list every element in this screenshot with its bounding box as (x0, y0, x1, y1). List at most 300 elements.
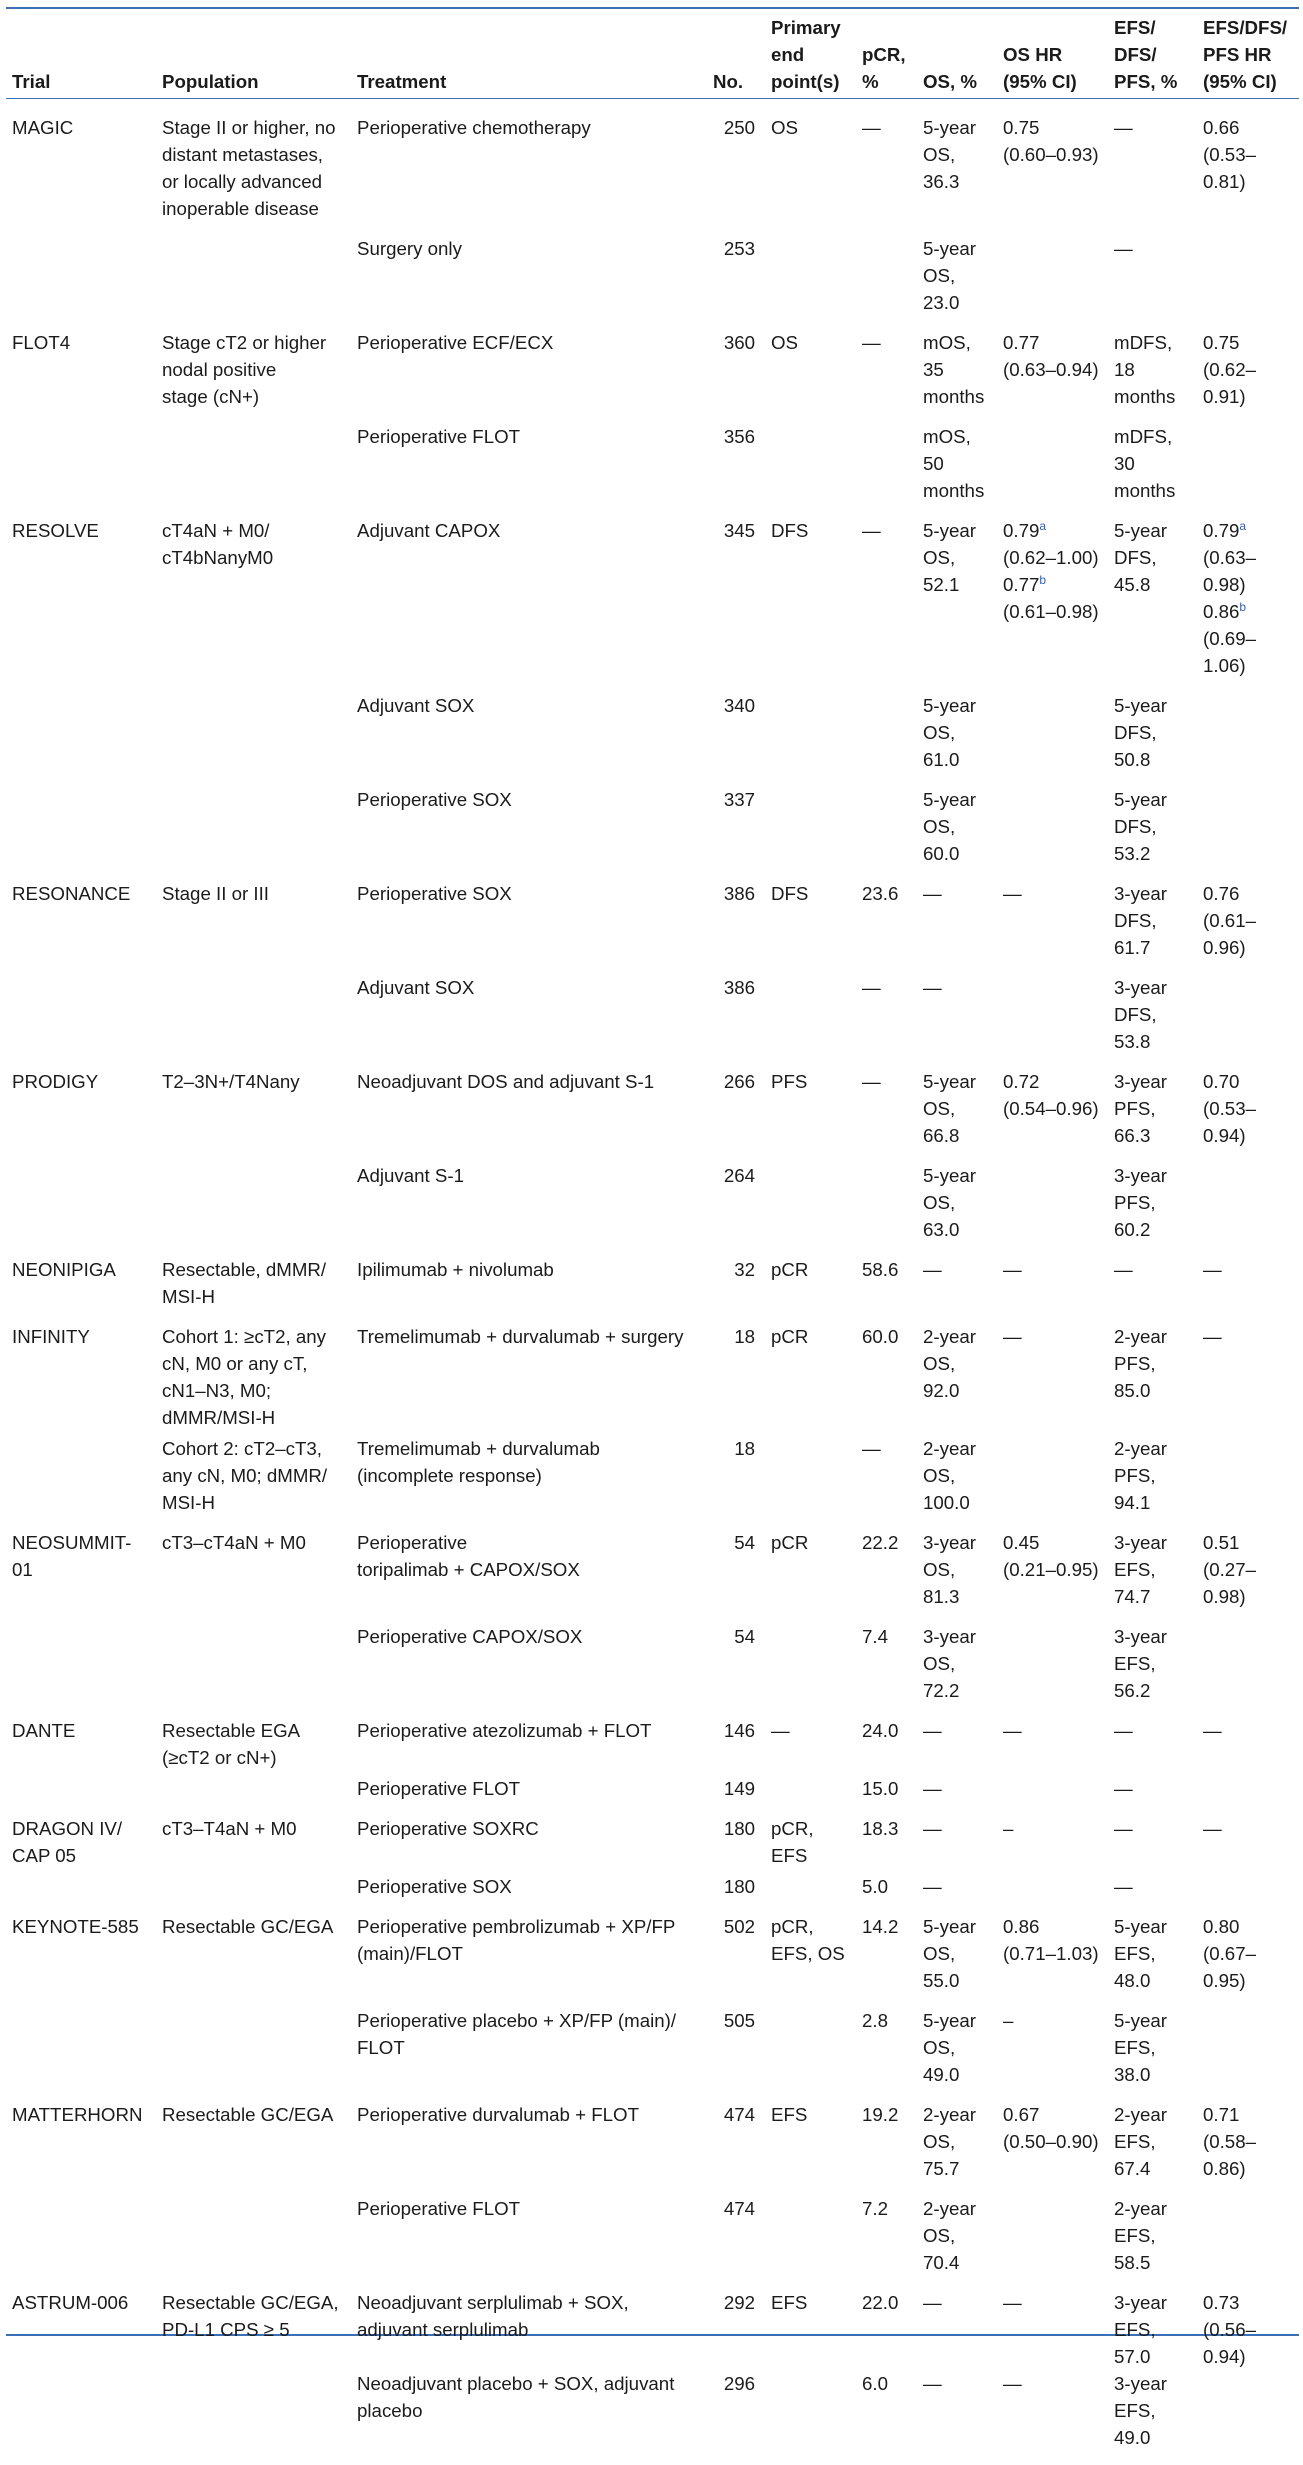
cell-pcr: 6.0 (862, 2373, 888, 2394)
cell-number: 54 (734, 1626, 755, 1647)
cell-pcr: 23.6 (862, 883, 899, 904)
cell-population: Resectable EGA (≥cT2 or cN+) (162, 1720, 301, 1768)
cell-os: — (923, 883, 942, 904)
trials-table (6, 10, 1299, 2465)
cell-treatment: Neoadjuvant DOS and adjuvant S-1 (357, 1071, 655, 1092)
cell-number: 149 (723, 1778, 755, 1799)
cell-primary-endpoint: DFS (771, 883, 809, 904)
cell-os-hr (997, 679, 1108, 773)
cell-pcr: 58.6 (862, 1259, 899, 1280)
cell-pcr: 15.0 (862, 1778, 899, 1799)
cell-primary-endpoint: EFS (771, 2104, 808, 2125)
cell-efs-hr (1197, 1149, 1299, 1243)
cell-efs-hr: 0.66 (0.53–0.81) (1203, 117, 1256, 192)
cell-number: 360 (723, 332, 755, 353)
cell-population: Resectable GC/EGA (162, 2104, 334, 2125)
cell-os: 5-year OS, 60.0 (923, 789, 976, 864)
cell-treatment: Perioperative durvalumab + FLOT (357, 2104, 640, 2125)
cell-treatment: Perioperative SOXRC (357, 1818, 539, 1839)
cell-os-hr: — (1003, 2373, 1022, 2394)
cell-pcr: 24.0 (862, 1720, 899, 1741)
cell-efs: 2-year EFS, 67.4 (1114, 2104, 1167, 2179)
cell-efs: — (1114, 1778, 1133, 1799)
cell-os-hr (997, 1149, 1108, 1243)
cell-number: 292 (723, 2292, 755, 2313)
cell-pcr: — (862, 977, 881, 998)
header-efs-hr: EFS/DFS/ PFS HR (95% CI) (1203, 17, 1288, 92)
cell-os: 5-year OS, 49.0 (923, 2010, 976, 2085)
cell-primary-endpoint (765, 2370, 856, 2465)
cell-primary-endpoint (765, 410, 856, 504)
cell-population: Resectable, dMMR/ MSI-H (162, 1259, 327, 1307)
cell-treatment: Perioperative FLOT (357, 1778, 521, 1799)
cell-trial: INFINITY (12, 1326, 90, 1347)
cell-number: 502 (723, 1916, 755, 1937)
cell-number: 296 (723, 2373, 755, 2394)
cell-number: 253 (723, 238, 755, 259)
cell-pcr: — (862, 520, 881, 541)
cell-efs: 5-year EFS, 38.0 (1114, 2010, 1167, 2085)
cell-number: 32 (734, 1259, 755, 1280)
cell-population: cT3–cT4aN + M0 (162, 1532, 306, 1553)
table-row (6, 2088, 1299, 2182)
cell-population: Stage II or higher, no distant metastases, or locally advanced inoperable disease (162, 117, 336, 219)
cell-efs: — (1114, 117, 1133, 138)
cell-os-hr (997, 773, 1108, 867)
cell-pcr (856, 679, 917, 773)
table-row (6, 2182, 1299, 2276)
cell-os: 2-year OS, 75.7 (923, 2104, 976, 2179)
header-os-hr: OS HR (95% CI) (1003, 44, 1077, 92)
cell-trial (6, 961, 156, 1055)
table-row (6, 1869, 1299, 1900)
cell-efs: 3-year EFS, 49.0 (1114, 2373, 1167, 2448)
cell-os: 5-year OS, 36.3 (923, 117, 976, 192)
cell-pcr: — (862, 332, 881, 353)
cell-efs-hr: — (1203, 1259, 1222, 1280)
cell-primary-endpoint (765, 961, 856, 1055)
cell-population: cT4aN + M0/ cT4bNanyM0 (162, 520, 274, 568)
cell-efs: 5-year DFS, 53.2 (1114, 789, 1167, 864)
cell-population (156, 222, 351, 316)
cell-os-hr: – (1003, 2010, 1014, 2031)
cell-os: 5-year OS, 55.0 (923, 1916, 976, 1991)
cell-treatment: Perioperative FLOT (357, 2198, 521, 2219)
cell-primary-endpoint: pCR (771, 1532, 809, 1553)
cell-os: 5-year OS, 23.0 (923, 238, 976, 313)
cell-primary-endpoint (765, 1610, 856, 1704)
table-row (6, 1900, 1299, 1994)
cell-os: — (923, 2292, 942, 2313)
table-row (6, 1704, 1299, 1771)
cell-efs-hr (1197, 1771, 1299, 1802)
footnote-a-marker: a (1039, 518, 1047, 533)
cell-population: Stage cT2 or higher nodal positive stage (cN+) (162, 332, 327, 407)
cell-efs-hr (1197, 2182, 1299, 2276)
cell-efs-hr (1197, 1869, 1299, 1900)
cell-number: 386 (723, 977, 755, 998)
cell-os: 5-year OS, 66.8 (923, 1071, 976, 1146)
cell-efs-hr: 0.71 (0.58–0.86) (1203, 2104, 1256, 2179)
cell-efs: — (1114, 238, 1133, 259)
cell-os: mOS, 35 months (923, 332, 985, 407)
cell-os-hr (997, 1869, 1108, 1900)
cell-efs-hr (1197, 1610, 1299, 1704)
header-pcr: pCR, % (862, 44, 906, 92)
cell-efs: 2-year PFS, 85.0 (1114, 1326, 1167, 1401)
cell-efs-hr (1197, 1994, 1299, 2088)
cell-os: 5-year OS, 63.0 (923, 1165, 976, 1240)
cell-number: 180 (723, 1876, 755, 1897)
cell-os-hr: 0.77 (0.63–0.94) (1003, 332, 1099, 380)
cell-primary-endpoint: OS (771, 117, 799, 138)
cell-primary-endpoint (765, 222, 856, 316)
cell-efs: 3-year EFS, 56.2 (1114, 1626, 1167, 1701)
cell-number: 474 (723, 2198, 755, 2219)
cell-population (156, 2182, 351, 2276)
cell-efs: 5-year EFS, 48.0 (1114, 1916, 1167, 1991)
hr-value-b: 0.77$^b$ (1003, 572, 1047, 595)
cell-primary-endpoint (765, 1149, 856, 1243)
cell-number: 18 (734, 1438, 755, 1459)
cell-number: 146 (723, 1720, 755, 1741)
cell-trial (6, 679, 156, 773)
cell-treatment: Perioperative ECF/ECX (357, 332, 554, 353)
cell-number: 264 (723, 1165, 755, 1186)
cell-treatment: Perioperative placebo + XP/FP (main)/ FLOT (357, 2010, 677, 2058)
cell-os: 5-year OS, 52.1 (923, 520, 976, 595)
cell-os: — (923, 1778, 942, 1799)
cell-os-hr (997, 410, 1108, 504)
cell-population (156, 1610, 351, 1704)
table-row (6, 773, 1299, 867)
cell-pcr: 22.2 (862, 1532, 899, 1553)
cell-efs: 3-year DFS, 61.7 (1114, 883, 1167, 958)
table-row (6, 104, 1299, 222)
cell-treatment: Perioperative SOX (357, 1876, 512, 1897)
table-header-row (6, 10, 1299, 104)
cell-os-hr: 0.75 (0.60–0.93) (1003, 117, 1099, 165)
cell-number: 356 (723, 426, 755, 447)
cell-efs: 5-year DFS, 45.8 (1114, 520, 1167, 595)
cell-efs-hr (1197, 222, 1299, 316)
cell-efs-hr: — (1203, 1326, 1222, 1347)
cell-efs: 5-year DFS, 50.8 (1114, 695, 1167, 770)
cell-pcr: — (862, 1071, 881, 1092)
cell-efs-hr (1197, 773, 1299, 867)
cell-trial: NEONIPIGA (12, 1259, 116, 1280)
cell-trial: MATTERHORN (12, 2104, 143, 2125)
cell-trial: RESONANCE (12, 883, 131, 904)
cell-primary-endpoint: EFS (771, 2292, 808, 2313)
cell-population: cT3–T4aN + M0 (162, 1818, 297, 1839)
cell-population (156, 1149, 351, 1243)
cell-efs-hr: 0.70 (0.53–0.94) (1203, 1071, 1256, 1146)
cell-os: 5-year OS, 61.0 (923, 695, 976, 770)
header-number: No. (713, 71, 744, 92)
cell-primary-endpoint: pCR, EFS (771, 1818, 814, 1866)
hr-value-b: 0.86$^b$ (1203, 599, 1247, 622)
cell-population (156, 679, 351, 773)
cell-os: — (923, 2373, 942, 2394)
cell-os-hr (997, 2182, 1108, 2276)
cell-pcr: 5.0 (862, 1876, 888, 1897)
cell-pcr: — (862, 117, 881, 138)
cell-population (156, 410, 351, 504)
cell-efs-hr (1197, 2370, 1299, 2465)
cell-os-hr (997, 504, 1108, 679)
cell-os: — (923, 977, 942, 998)
cell-primary-endpoint (765, 1431, 856, 1516)
table-row (6, 1802, 1299, 1869)
cell-number: 266 (723, 1071, 755, 1092)
cell-trial: FLOT4 (12, 332, 71, 353)
cell-trial (6, 1431, 156, 1516)
table-row (6, 1516, 1299, 1610)
cell-number: 180 (723, 1818, 755, 1839)
cell-treatment: Perioperative chemotherapy (357, 117, 591, 138)
cell-primary-endpoint: pCR (771, 1259, 809, 1280)
cell-trial (6, 1771, 156, 1802)
table-top-rule (6, 7, 1299, 9)
cell-treatment: Adjuvant SOX (357, 695, 475, 716)
table-row (6, 2276, 1299, 2370)
cell-number: 386 (723, 883, 755, 904)
cell-pcr (856, 1149, 917, 1243)
cell-treatment: Adjuvant S-1 (357, 1165, 464, 1186)
cell-efs: 3-year EFS, 57.0 (1114, 2292, 1167, 2367)
cell-os-hr: 0.45 (0.21–0.95) (1003, 1532, 1099, 1580)
cell-trial: ASTRUM-006 (12, 2292, 129, 2313)
cell-number: 337 (723, 789, 755, 810)
cell-os: mOS, 50 months (923, 426, 985, 501)
cell-os-hr: — (1003, 1720, 1022, 1741)
cell-os-hr: — (1003, 883, 1022, 904)
cell-efs-hr (1197, 679, 1299, 773)
cell-efs-hr (1197, 961, 1299, 1055)
table-row (6, 2370, 1299, 2465)
cell-trial (6, 1610, 156, 1704)
header-trial: Trial (12, 71, 51, 92)
table-row (6, 679, 1299, 773)
cell-os-hr: — (1003, 2292, 1022, 2313)
cell-pcr (856, 773, 917, 867)
cell-primary-endpoint (765, 2182, 856, 2276)
cell-primary-endpoint: — (771, 1720, 790, 1741)
cell-number: 505 (723, 2010, 755, 2031)
cell-efs: — (1114, 1259, 1133, 1280)
cell-pcr: — (862, 1438, 881, 1459)
footnote-b-marker: b (1039, 572, 1047, 587)
cell-population: T2–3N+/T4Nany (162, 1071, 300, 1092)
cell-efs: — (1114, 1818, 1133, 1839)
cell-pcr: 2.8 (862, 2010, 888, 2031)
cell-efs-hr (1197, 410, 1299, 504)
cell-number: 18 (734, 1326, 755, 1347)
table-row (6, 1771, 1299, 1802)
cell-trial (6, 1149, 156, 1243)
cell-efs-hr: 0.75 (0.62–0.91) (1203, 332, 1256, 407)
table-row (6, 867, 1299, 961)
cell-population: Cohort 2: cT2–cT3, any cN, M0; dMMR/ MSI-H (162, 1438, 328, 1513)
cell-trial (6, 410, 156, 504)
cell-trial: DRAGON IV/ CAP 05 (12, 1818, 123, 1866)
cell-treatment: Tremelimumab + durvalumab (incomplete response) (357, 1438, 600, 1486)
table-row (6, 1243, 1299, 1310)
cell-os-hr (997, 961, 1108, 1055)
cell-trial (6, 1869, 156, 1900)
cell-efs-hr: 0.73 (0.56–0.94) (1203, 2292, 1256, 2367)
hr-ci-a: (0.63–0.98) (1203, 547, 1256, 595)
table-row (6, 1055, 1299, 1149)
cell-treatment: Surgery only (357, 238, 462, 259)
cell-efs: mDFS, 30 months (1114, 426, 1176, 501)
cell-os-hr (997, 1610, 1108, 1704)
header-primary-endpoint: Primary end point(s) (771, 17, 841, 92)
cell-efs: 2-year PFS, 94.1 (1114, 1438, 1167, 1513)
table-row (6, 1994, 1299, 2088)
table-body (6, 104, 1299, 2465)
cell-treatment: Perioperative CAPOX/SOX (357, 1626, 583, 1647)
cell-number: 250 (723, 117, 755, 138)
cell-trial (6, 773, 156, 867)
cell-os: — (923, 1818, 942, 1839)
cell-population (156, 961, 351, 1055)
table-row (6, 1310, 1299, 1431)
cell-efs-hr: — (1203, 1818, 1222, 1839)
cell-primary-endpoint: PFS (771, 1071, 808, 1092)
cell-trial: NEOSUMMIT- 01 (12, 1532, 132, 1580)
cell-efs: — (1114, 1720, 1133, 1741)
hr-ci-b: (0.61–0.98) (1003, 601, 1099, 622)
cell-efs: 2-year EFS, 58.5 (1114, 2198, 1167, 2273)
footnote-a-marker: a (1239, 518, 1247, 533)
cell-efs: 3-year PFS, 60.2 (1114, 1165, 1167, 1240)
cell-pcr (856, 222, 917, 316)
cell-population (156, 773, 351, 867)
cell-os-hr: — (1003, 1259, 1022, 1280)
cell-treatment: Neoadjuvant serplulimab + SOX, adjuvant serplulimab (357, 2292, 629, 2340)
cell-efs: 3-year EFS, 74.7 (1114, 1532, 1167, 1607)
cell-os: 3-year OS, 81.3 (923, 1532, 976, 1607)
cell-population (156, 1771, 351, 1802)
cell-efs: mDFS, 18 months (1114, 332, 1176, 407)
cell-pcr: 7.2 (862, 2198, 888, 2219)
table-row (6, 504, 1299, 679)
cell-pcr: 14.2 (862, 1916, 899, 1937)
cell-treatment: Tremelimumab + durvalumab + surgery (357, 1326, 684, 1347)
cell-trial: MAGIC (12, 117, 74, 138)
cell-treatment: Adjuvant CAPOX (357, 520, 501, 541)
cell-os-hr: 0.86 (0.71–1.03) (1003, 1916, 1099, 1964)
cell-primary-endpoint: pCR (771, 1326, 809, 1347)
cell-trial: RESOLVE (12, 520, 99, 541)
cell-efs-hr (1197, 504, 1299, 679)
cell-os: — (923, 1259, 942, 1280)
cell-pcr: 60.0 (862, 1326, 899, 1347)
cell-treatment: Neoadjuvant placebo + SOX, adjuvant placebo (357, 2373, 675, 2421)
cell-os: — (923, 1720, 942, 1741)
cell-treatment: Perioperative FLOT (357, 426, 521, 447)
cell-os: 2-year OS, 70.4 (923, 2198, 976, 2273)
cell-number: 54 (734, 1532, 755, 1553)
cell-efs-hr: — (1203, 1720, 1222, 1741)
cell-pcr (856, 410, 917, 504)
cell-treatment: Perioperative toripalimab + CAPOX/SOX (357, 1532, 580, 1580)
cell-number: 340 (723, 695, 755, 716)
table-row (6, 1149, 1299, 1243)
cell-number: 474 (723, 2104, 755, 2125)
cell-primary-endpoint: pCR, EFS, OS (771, 1916, 845, 1964)
cell-os: 3-year OS, 72.2 (923, 1626, 976, 1701)
cell-efs-hr (1197, 1431, 1299, 1516)
cell-population: Resectable GC/EGA, PD-L1 CPS ≥ 5 (162, 2292, 339, 2340)
cell-treatment: Perioperative pembrolizumab + XP/FP (main)/FLOT (357, 1916, 676, 1964)
cell-pcr: 18.3 (862, 1818, 899, 1839)
cell-os-hr (997, 222, 1108, 316)
cell-treatment: Adjuvant SOX (357, 977, 475, 998)
cell-os-hr: – (1003, 1818, 1014, 1839)
footnote-b-marker: b (1239, 599, 1247, 614)
cell-treatment: Perioperative SOX (357, 789, 512, 810)
cell-trial (6, 1994, 156, 2088)
table-row (6, 222, 1299, 316)
cell-trial: KEYNOTE-585 (12, 1916, 139, 1937)
cell-os-hr (997, 1431, 1108, 1516)
cell-os-hr (997, 1771, 1108, 1802)
header-os: OS, % (923, 71, 978, 92)
cell-primary-endpoint (765, 773, 856, 867)
cell-efs: 3-year DFS, 53.8 (1114, 977, 1167, 1052)
cell-treatment: Ipilimumab + nivolumab (357, 1259, 554, 1280)
cell-efs: — (1114, 1876, 1133, 1897)
header-efs: EFS/ DFS/ PFS, % (1114, 17, 1178, 92)
cell-pcr: 22.0 (862, 2292, 899, 2313)
cell-efs: 3-year PFS, 66.3 (1114, 1071, 1167, 1146)
cell-pcr: 7.4 (862, 1626, 888, 1647)
cell-primary-endpoint: OS (771, 332, 799, 353)
header-treatment: Treatment (357, 71, 447, 92)
cell-population (156, 1994, 351, 2088)
cell-treatment: Perioperative SOX (357, 883, 512, 904)
cell-population: Resectable GC/EGA (162, 1916, 334, 1937)
header-population: Population (162, 71, 259, 92)
cell-number: 345 (723, 520, 755, 541)
cell-efs-hr: 0.80 (0.67–0.95) (1203, 1916, 1256, 1991)
hr-ci-a: (0.62–1.00) (1003, 547, 1099, 568)
cell-population (156, 1869, 351, 1900)
cell-population: Cohort 1: ≥cT2, any cN, M0 or any cT, cN1–N3, M0; dMMR/MSI-H (162, 1326, 326, 1428)
cell-primary-endpoint: DFS (771, 520, 809, 541)
cell-trial: PRODIGY (12, 1071, 99, 1092)
table-row (6, 1610, 1299, 1704)
hr-value-a: 0.79$^a$ (1003, 518, 1047, 541)
cell-treatment: Perioperative atezolizumab + FLOT (357, 1720, 652, 1741)
cell-os: — (923, 1876, 942, 1897)
cell-trial (6, 2182, 156, 2276)
cell-primary-endpoint (765, 1994, 856, 2088)
hr-ci-b: (0.69–1.06) (1203, 628, 1256, 676)
cell-os: 2-year OS, 100.0 (923, 1438, 976, 1513)
cell-os-hr: 0.67 (0.50–0.90) (1003, 2104, 1099, 2152)
cell-primary-endpoint (765, 1771, 856, 1802)
cell-population: Stage II or III (162, 883, 269, 904)
cell-efs-hr: 0.51 (0.27–0.98) (1203, 1532, 1256, 1607)
cell-population (156, 2370, 351, 2465)
hr-value-a: 0.79$^a$ (1203, 518, 1247, 541)
cell-primary-endpoint (765, 679, 856, 773)
table-row (6, 961, 1299, 1055)
